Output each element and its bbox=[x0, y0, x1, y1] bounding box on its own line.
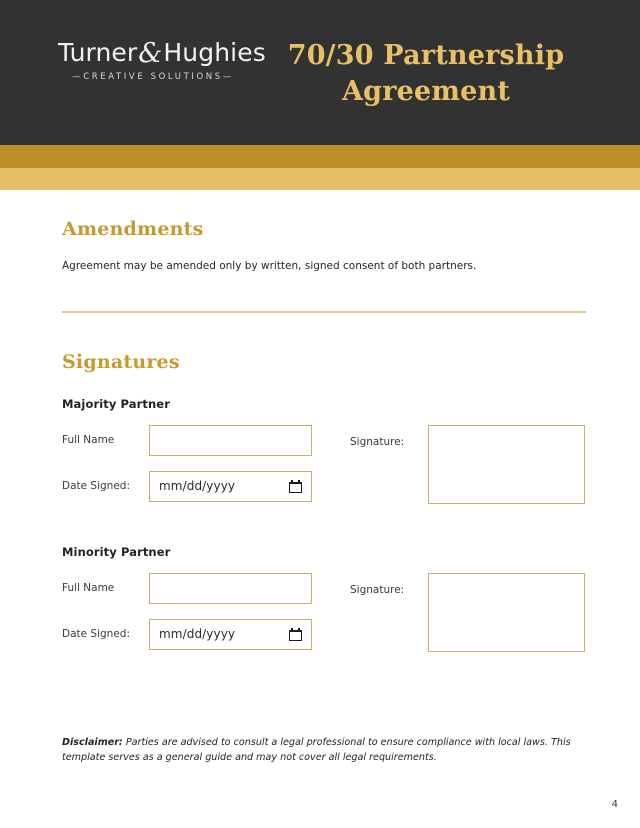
logo-name-second: Hughies bbox=[163, 38, 266, 67]
document-header bbox=[0, 0, 640, 145]
disclaimer-text: Parties are advised to consult a legal professional to ensure compliance with local laws. This template serves as a general guide and may not cover all legal requirements. bbox=[62, 737, 571, 763]
amendments-heading: Amendments bbox=[62, 218, 204, 240]
minority-signature-label: Signature: bbox=[350, 583, 405, 596]
disclaimer-label: Disclaimer: bbox=[62, 737, 123, 748]
majority-date-placeholder: mm/dd/yyyy bbox=[159, 479, 236, 494]
logo-ampersand: & bbox=[138, 38, 163, 69]
signatures-section bbox=[62, 313, 586, 665]
majority-signature-row bbox=[350, 425, 585, 504]
document-title-line-2: Agreement bbox=[341, 75, 511, 107]
calendar-icon[interactable] bbox=[289, 480, 302, 493]
company-logo bbox=[58, 38, 266, 83]
document-body bbox=[62, 190, 586, 665]
majority-partner-block bbox=[62, 397, 586, 517]
calendar-icon[interactable] bbox=[289, 628, 302, 641]
minority-full-name-label: Full Name bbox=[62, 582, 115, 595]
accent-bar-light-gold bbox=[0, 168, 640, 190]
majority-signature-label: Signature: bbox=[350, 435, 405, 448]
accent-bar-dark-gold bbox=[0, 145, 640, 168]
amendments-body-text: Agreement may be amended only by written, signed consent of both partners. bbox=[62, 260, 477, 272]
logo-wordmark bbox=[58, 38, 266, 69]
minority-partner-fields bbox=[62, 573, 586, 665]
page-number: 4 bbox=[611, 799, 618, 810]
minority-signature-box[interactable] bbox=[428, 573, 585, 652]
minority-date-signed-label: Date Signed: bbox=[62, 628, 130, 641]
majority-date-signed-row bbox=[62, 471, 312, 502]
document-title bbox=[276, 38, 576, 110]
document-title-line-1: 70/30 Partnership bbox=[287, 40, 565, 71]
minority-full-name-input[interactable] bbox=[149, 573, 312, 604]
majority-signature-box[interactable] bbox=[428, 425, 585, 504]
majority-partner-label: Majority Partner bbox=[62, 396, 170, 411]
amendments-section bbox=[62, 190, 586, 275]
majority-date-signed-label: Date Signed: bbox=[62, 480, 130, 493]
logo-tagline: —CREATIVE SOLUTIONS— bbox=[72, 72, 234, 83]
minority-signature-row bbox=[350, 573, 585, 652]
majority-partner-fields bbox=[62, 425, 586, 517]
minority-date-placeholder: mm/dd/yyyy bbox=[159, 627, 236, 642]
minority-full-name-row bbox=[62, 573, 312, 604]
minority-partner-block bbox=[62, 545, 586, 665]
minority-date-signed-input[interactable] bbox=[149, 619, 312, 650]
signatures-heading: Signatures bbox=[62, 350, 180, 373]
minority-date-signed-row bbox=[62, 619, 312, 650]
majority-full-name-input[interactable] bbox=[149, 425, 312, 456]
majority-full-name-label: Full Name bbox=[62, 434, 115, 447]
minority-partner-label: Minority Partner bbox=[62, 544, 171, 559]
logo-name-first: Turner bbox=[58, 38, 138, 67]
disclaimer bbox=[62, 736, 572, 766]
majority-full-name-row bbox=[62, 425, 312, 456]
majority-date-signed-input[interactable] bbox=[149, 471, 312, 502]
